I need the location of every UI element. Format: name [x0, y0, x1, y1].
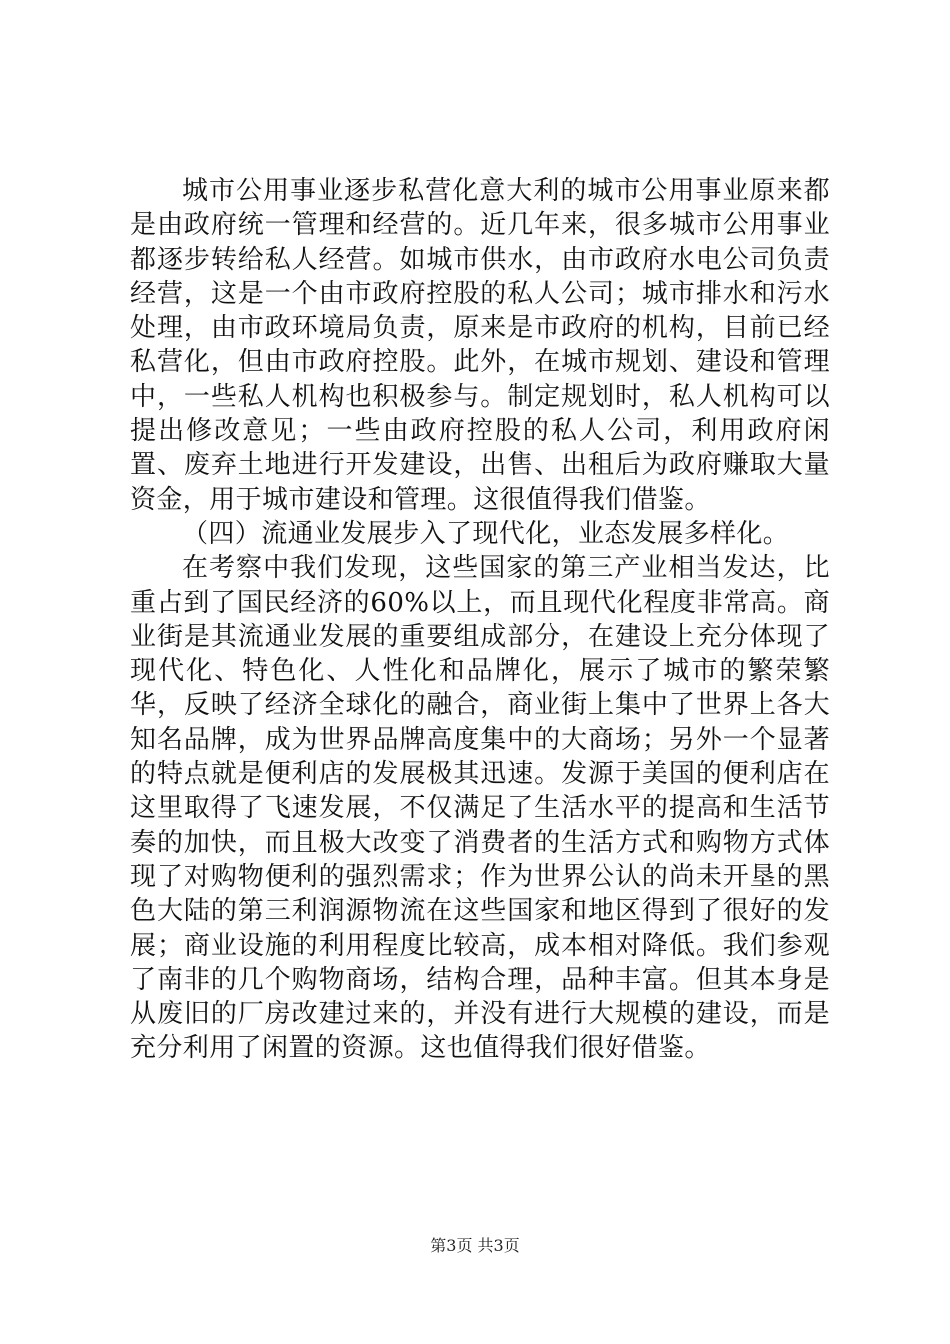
paragraph-public-utilities: 城市公用事业逐步私营化意大利的城市公用事业原来都是由政府统一管理和经营的。近几年来，很多城市公用事业都逐步转给私人经营。如城市供水，由市政府水电公司负责经营，这是一个由市政府控股的私人公司；城市排水和污水处理，由市政环境局负责，原来是市政府的机构，目前已经私营化，但由市政府控股。此外，在城市规划、建设和管理中，一些私人机构也积极参与。制定规划时，私人机构可以提出修改意见；一些由政府控股的私人公司，利用政府闲置、废弃土地进行开发建设，出售、出租后为政府赚取大量资金，用于城市建设和管理。这很值得我们借鉴。 — [130, 176, 830, 515]
document-body — [130, 174, 830, 1066]
paragraph-section-heading: （四）流通业发展步入了现代化，业态发展多样化。 — [182, 518, 790, 549]
page-footer: 第3页 共3页 — [430, 1236, 520, 1255]
paragraph-commerce: 在考察中我们发现，这些国家的第三产业相当发达，比重占到了国民经济的60%以上，而且现代化程度非常高。商业街是其流通业发展的重要组成部分，在建设上充分体现了现代化、特色化、人性化和品牌化，展示了城市的繁荣繁华，反映了经济全球化的融合，商业街上集中了世界上各大知名品牌，成为世界品牌高度集中的大商场；另外一个显著的特点就是便利店的发展极其迅速。发源于美国的便利店在这里取得了飞速发展，不仅满足了生活水平的提高和生活节奏的加快，而且极大改变了消费者的生活方式和购物方式体现了对购物便利的强烈需求；作为世界公认的尚未开垦的黑色大陆的第三利润源物流在这些国家和地区得到了很好的发展；商业设施的利用程度比较高，成本相对降低。我们参观了南非的几个购物商场，结构合理，品种丰富。但其本身是从废旧的厂房改建过来的，并没有进行大规模的建设，而是充分利用了闲置的资源。这也值得我们很好借鉴。 — [130, 553, 830, 1064]
